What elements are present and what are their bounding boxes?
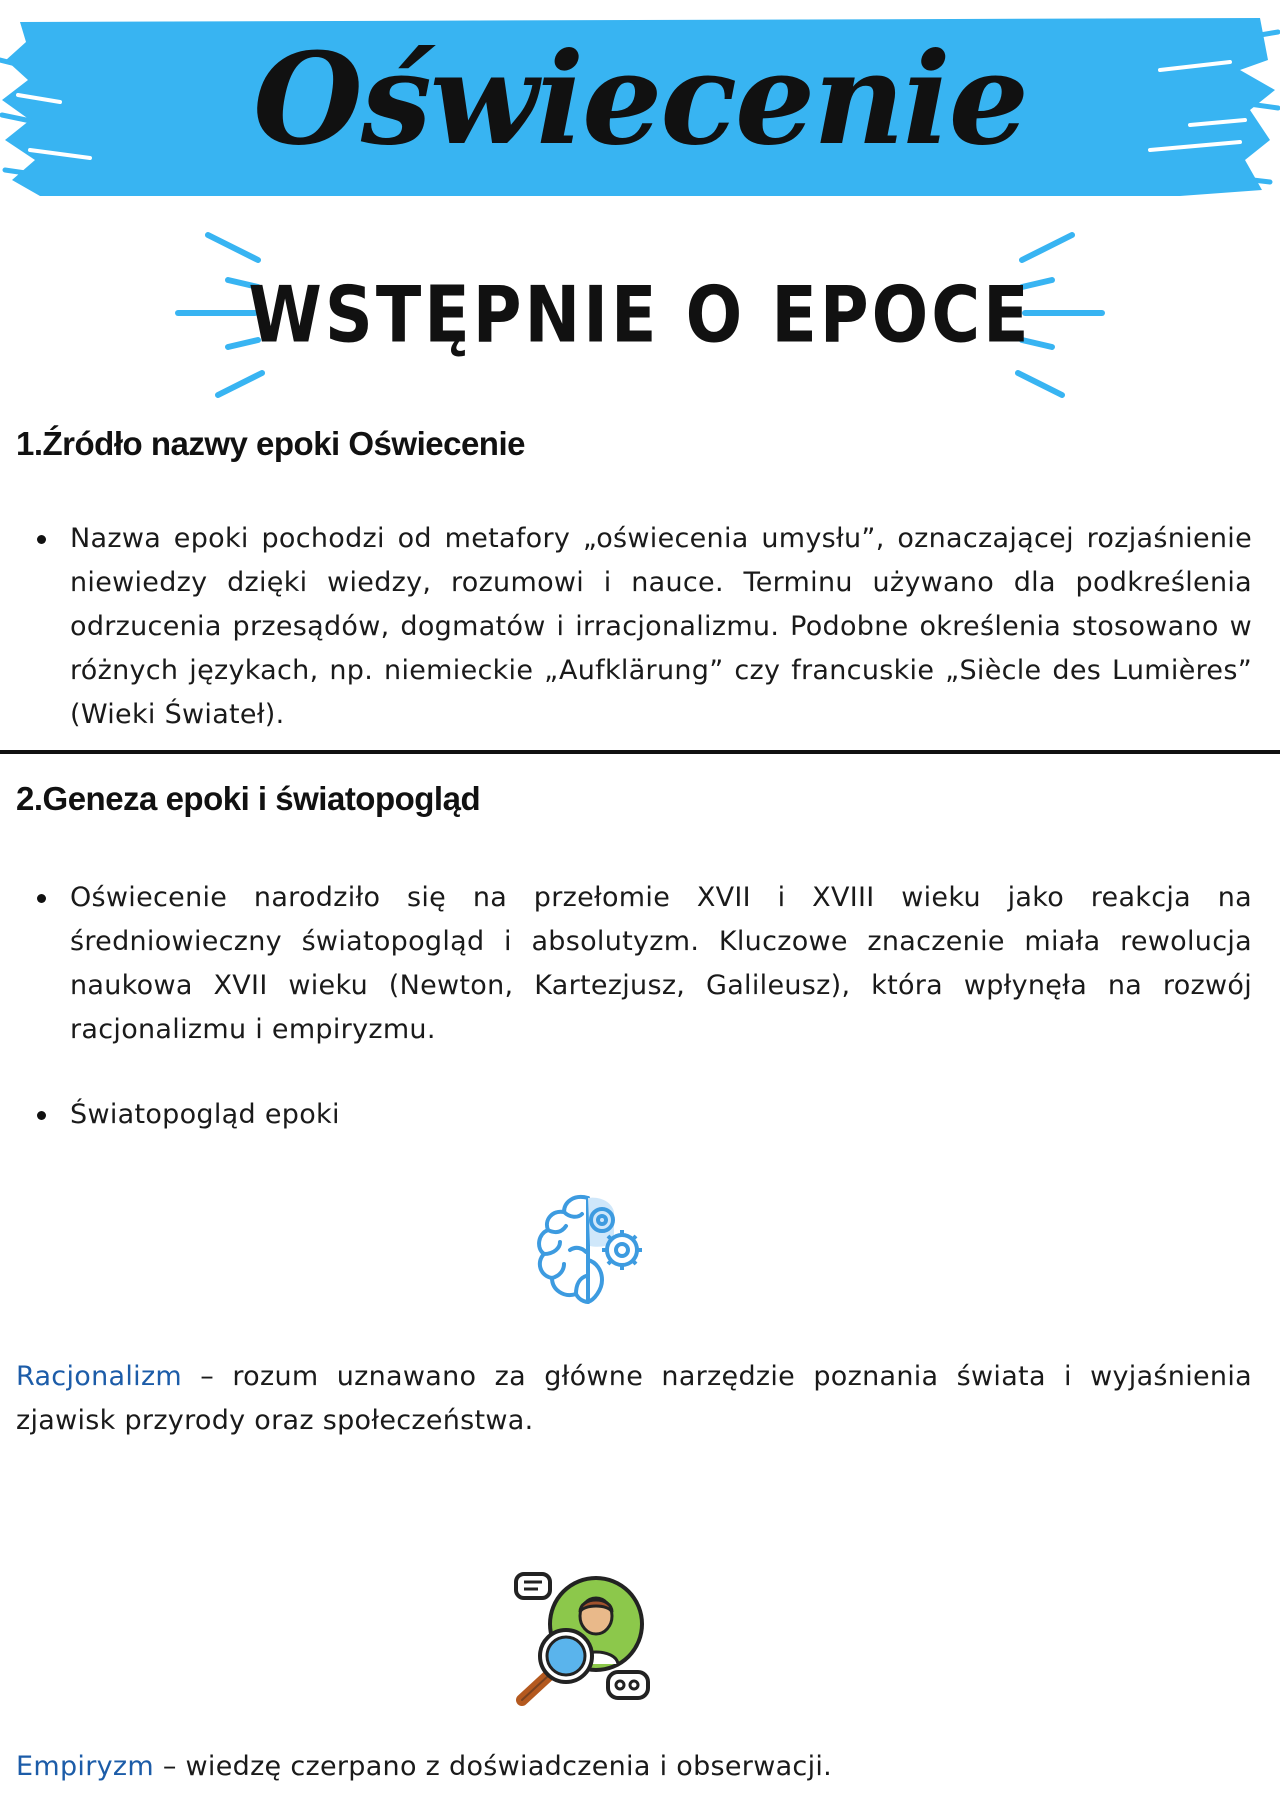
brain-gear-icon (530, 1190, 650, 1314)
bullet-icon (37, 535, 46, 544)
empiryzm-term: Empiryzm (16, 1751, 154, 1782)
section-2-paragraph: Oświecenie narodziło się na przełomie XVII i XVIII wieku jako reakcja na średniowieczny światopogląd i absolutyzm. Kluczowe znaczenie miała rewolucja naukowa XVII wieku (Newton, Kartezjusz, Galileusz), która wpłynęła na rozwój racjonalizmu i empiryzmu. (70, 882, 1252, 1045)
empiryzm-definition (16, 1745, 1252, 1789)
racjonalizm-term: Racjonalizm (16, 1361, 183, 1392)
racjonalizm-definition (16, 1355, 1252, 1443)
subtitle-block (0, 225, 1280, 405)
worldview-bullet: Światopogląd epoki (70, 1099, 340, 1130)
bullet-icon (37, 1111, 46, 1120)
section-heading-1: 1.Źródło nazwy epoki Oświecenie (16, 425, 525, 462)
empiryzm-text: – wiedzę czerpano z doświadczenia i obserwacji. (153, 1751, 833, 1782)
section-1-paragraph: Nazwa epoki pochodzi od metafory „oświecenia umysłu”, oznaczającej rozjaśnienie niewiedzy dzięki wiedzy, rozumowi i nauce. Terminu używano dla podkreślenia odrzucenia przesądów, dogmatów i irracjonalizmu. Podobne określenia stosowano w różnych językach, np. niemieckie „Aufklärung” czy francuskie „Siècle des Lumières” (Wieki Świateł). (70, 523, 1252, 730)
title-banner (0, 0, 1280, 210)
section-divider (0, 750, 1280, 754)
racjonalizm-text: – rozum uznawano za główne narzędzie poznania świata i wyjaśnienia zjawisk przyrody oraz społeczeństwa. (16, 1361, 1252, 1436)
section-subtitle: WSTĘPNIE O EPOCE (248, 269, 1032, 361)
section-heading-2: 2.Geneza epoki i światopogląd (16, 780, 481, 817)
magnifier-person-icon (512, 1568, 652, 1712)
bullet-icon (37, 894, 46, 903)
page-title: Oświecenie (253, 25, 1027, 173)
